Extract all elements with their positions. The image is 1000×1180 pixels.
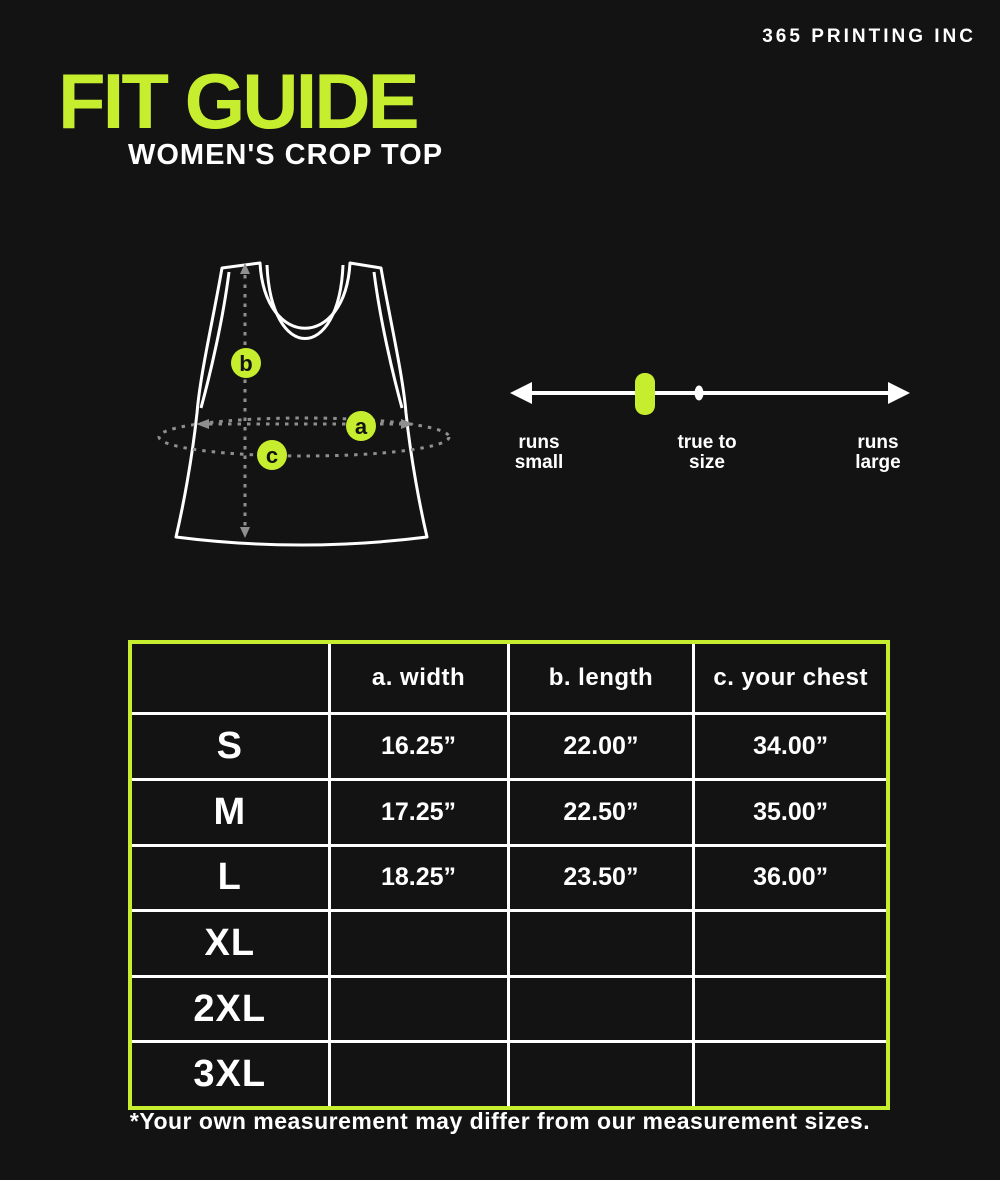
- table-s-length: 22.00”: [510, 715, 693, 778]
- table-m-length: 22.50”: [510, 781, 693, 844]
- table-2xl-chest: [695, 978, 886, 1041]
- table-m-width: 17.25”: [331, 781, 507, 844]
- table-header-width: a. width: [331, 644, 507, 712]
- fit-indicator-pill: [635, 373, 655, 415]
- scale-label-runs-small: runs small: [514, 432, 564, 473]
- fit-scale-arrow-left: [510, 382, 532, 404]
- table-xl-length: [510, 912, 693, 975]
- size-table: [128, 640, 890, 1110]
- table-size-xl: XL: [132, 912, 328, 975]
- table-header-length: b. length: [510, 644, 693, 712]
- table-size-s: S: [132, 715, 328, 778]
- crop-top-diagram: [140, 245, 470, 565]
- fit-scale-arrow-right: [888, 382, 910, 404]
- table-3xl-width: [331, 1043, 507, 1106]
- page-subtitle: WOMEN'S CROP TOP: [128, 139, 444, 171]
- table-size-2xl: 2XL: [132, 978, 328, 1041]
- armhole-right-seam: [374, 272, 402, 408]
- armhole-left-seam: [201, 272, 229, 408]
- table-s-chest: 34.00”: [695, 715, 886, 778]
- marker-c-label: c: [265, 443, 279, 468]
- crop-top-outline: [176, 263, 427, 545]
- table-3xl-chest: [695, 1043, 886, 1106]
- fit-scale: [500, 360, 920, 480]
- scale-label-runs-large: runs large: [855, 432, 901, 473]
- table-size-l: L: [132, 847, 328, 910]
- table-m-chest: 35.00”: [695, 781, 886, 844]
- table-xl-width: [331, 912, 507, 975]
- brand-name: 365 PRINTING INC: [762, 26, 976, 47]
- table-l-chest: 36.00”: [695, 847, 886, 910]
- table-header-blank: [132, 644, 328, 712]
- fit-scale-axis: [500, 360, 920, 430]
- table-2xl-width: [331, 978, 507, 1041]
- table-xl-chest: [695, 912, 886, 975]
- table-l-length: 23.50”: [510, 847, 693, 910]
- marker-a-label: a: [354, 414, 368, 439]
- measurement-disclaimer: *Your own measurement may differ from our measurement sizes.: [129, 1108, 871, 1134]
- scale-label-true-to-size: true to size: [677, 432, 737, 473]
- table-l-width: 18.25”: [331, 847, 507, 910]
- table-size-m: M: [132, 781, 328, 844]
- true-to-size-dot: [695, 386, 704, 401]
- table-s-width: 16.25”: [331, 715, 507, 778]
- table-header-chest: c. your chest: [695, 644, 886, 712]
- page-title: FIT GUIDE: [58, 57, 417, 145]
- table-2xl-length: [510, 978, 693, 1041]
- width-arrow-left: [196, 419, 209, 429]
- table-3xl-length: [510, 1043, 693, 1106]
- length-arrow-down: [240, 527, 250, 538]
- table-size-3xl: 3XL: [132, 1043, 328, 1106]
- marker-b-label: b: [239, 351, 253, 376]
